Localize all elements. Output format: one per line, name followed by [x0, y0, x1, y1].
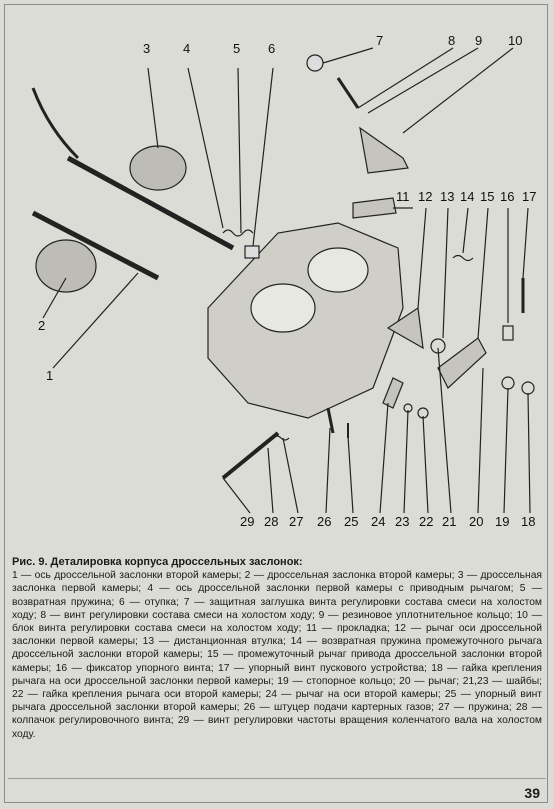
bottom-rule: [8, 778, 546, 779]
cap-7: [307, 55, 323, 71]
plate-3: [130, 146, 186, 190]
lever-arm: [33, 88, 78, 158]
callout-2: 2: [38, 318, 46, 333]
diagram-svg: [8, 8, 546, 548]
callout-16: 16: [500, 189, 515, 204]
callout-25: 25: [344, 514, 359, 529]
callout-5: 5: [233, 41, 241, 56]
screw-8: [338, 78, 358, 108]
callout-7: 7: [376, 33, 384, 48]
callout-24: 24: [371, 514, 386, 529]
callout-9: 9: [475, 33, 483, 48]
callout-28: 28: [264, 514, 279, 529]
page-number: 39: [524, 785, 540, 801]
caption-body: 1 — ось дроссельной заслонки второй камеры; 2 — дроссельная заслонка второй камеры; 3 — дроссельная заслонка первой камеры; 4 — ось дроссельной заслонки первой камеры с приводным рычагом; 5 — возвратная пружина; 6 — отупка; 7 — защитная заглушка винта регулировки состава смеси на холостом ходу; 8 — винт регулировки состава смеси на холостом ходу; 9 — резиновое уплотнительное кольцо; 10 — блок винта регулировки состава смеси на холостом ходу; 11 — прокладка; 12 — рычаг оси дроссельной заслонки первой камеры; 13 — дистанционная втулка; 14 — возвратная пружина промежуточного рычага дроссельной заслонки второй камеры; 15 — промежуточный рычаг привода дроссельной заслонки второй камеры; 16 — фиксатор упорного винта; 17 — упорный винт пускового устройства; 18 — гайка крепления рычага на оси дроссельной заслонки первой камеры; 19 — стопорное кольцо; 20 — рычаг; 21,23 — шайбы; 22 — гайка крепления рычага оси второй камеры; 24 — рычаг на оси второй камеры; 25 — упорный винт рычага дроссельной заслонки второй камеры; 26 — штуцер подачи картерных газов; 27 — пружина; 28 — колпачок регулировочного винта; 29 — винт регулировки частоты вращения коленчатого вала на холостом ходу.: [12, 570, 542, 740]
callout-6: 6: [268, 41, 276, 56]
callout-20: 20: [469, 514, 484, 529]
caption-title: Рис. 9. Деталировка корпуса дроссельных заслонок:: [12, 556, 303, 568]
ring-19: [502, 377, 514, 389]
lock-16: [503, 326, 513, 340]
callout-3: 3: [143, 41, 151, 56]
gasket-11: [353, 198, 396, 218]
bore-left: [251, 284, 315, 332]
callout-22: 22: [419, 514, 434, 529]
exploded-diagram: [8, 8, 546, 548]
callout-14: 14: [460, 189, 475, 204]
callout-21: 21: [442, 514, 457, 529]
callout-26: 26: [317, 514, 332, 529]
callout-13: 13: [440, 189, 455, 204]
callout-4: 4: [183, 41, 191, 56]
spring-14: [453, 256, 473, 261]
callout-15: 15: [480, 189, 495, 204]
callout-12: 12: [418, 189, 433, 204]
callout-19: 19: [495, 514, 510, 529]
figure-caption: [12, 556, 542, 741]
callout-18: 18: [521, 514, 536, 529]
callout-1: 1: [46, 368, 54, 383]
callout-17: 17: [522, 189, 537, 204]
callout-11: 11: [396, 189, 410, 204]
nut-18: [522, 382, 534, 394]
bushing-6: [245, 246, 259, 258]
callout-8: 8: [448, 33, 456, 48]
bore-right: [308, 248, 368, 292]
plate-2: [36, 240, 96, 292]
spring-5: [223, 230, 253, 236]
block-10: [360, 128, 408, 173]
callout-23: 23: [395, 514, 410, 529]
callout-10: 10: [508, 33, 523, 48]
callout-29: 29: [240, 514, 255, 529]
lever-24: [383, 378, 403, 408]
callout-27: 27: [289, 514, 304, 529]
